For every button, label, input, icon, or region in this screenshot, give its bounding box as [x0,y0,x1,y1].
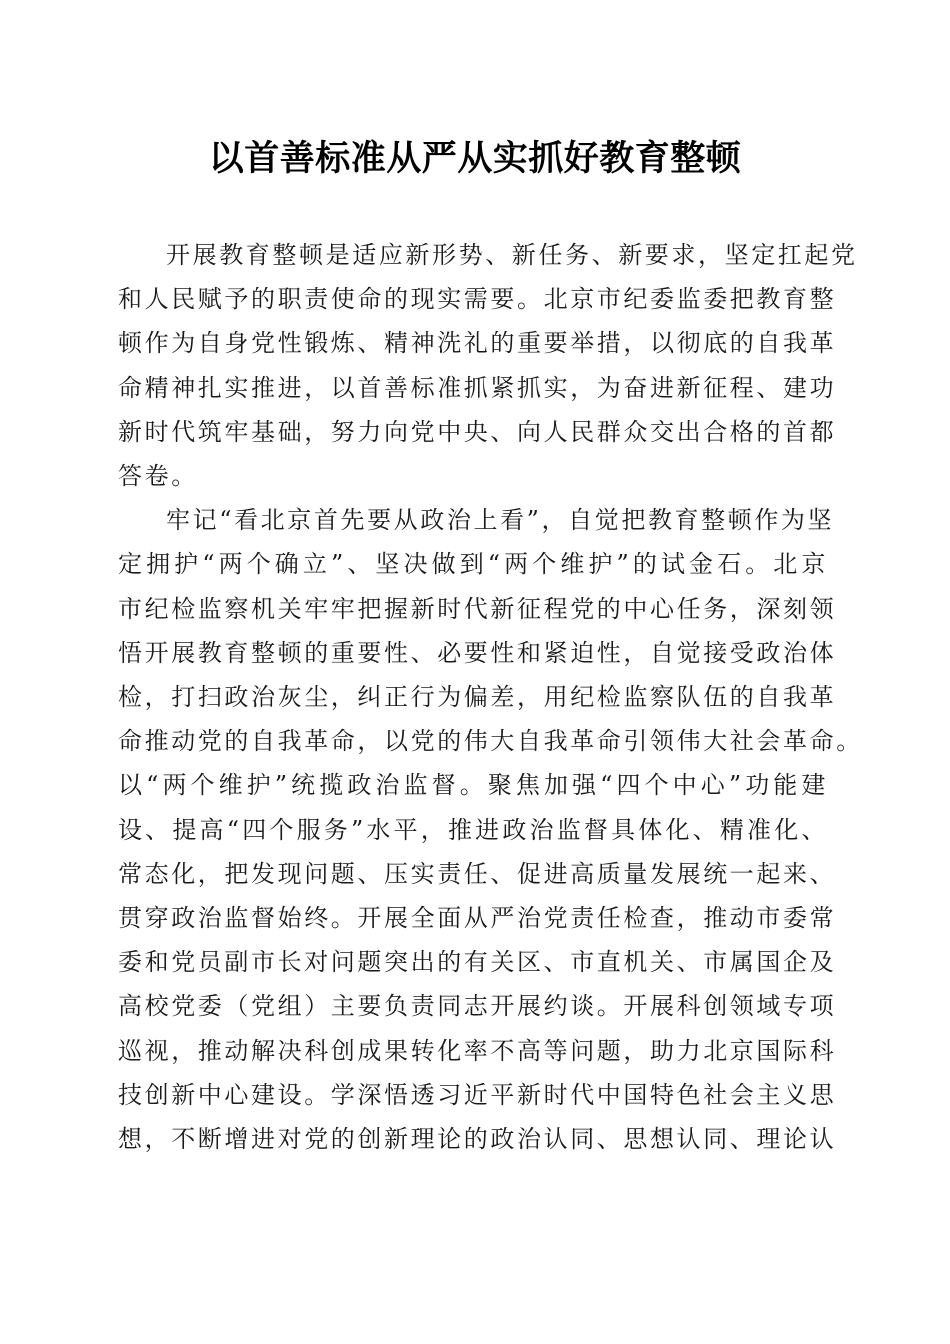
paragraph-line: 常态化，把发现问题、压实责任、促进高质量发展统一起来、 [118,859,837,888]
paragraph-line: 贯穿政治监督始终。开展全面从严治党责任检查，推动市委常 [118,904,837,933]
paragraph-line: 开展教育整顿是适应新形势、新任务、新要求，坚定扛起党 [166,241,858,269]
document-body [118,233,863,1161]
paragraph-line: 以“两个维护”统揽政治监督。聚焦加强“四个中心”功能建 [118,771,828,800]
paragraph-line: 设、提高“四个服务”水平，推进政治监督具体化、精准化、 [118,815,828,844]
paragraph-line: 新时代筑牢基础，努力向党中央、向人民群众交出合格的首都 [118,417,837,446]
paragraph-line: 委和党员副市长对问题突出的有关区、市直机关、市属国企及 [118,948,837,977]
paragraph-line: 顿作为自身党性锻炼、精神洗礼的重要举措，以彻底的自我革 [118,329,837,358]
paragraph-line: 市纪检监察机关牢牢把握新时代新征程党的中心任务，深刻领 [118,594,837,623]
paragraph-line: 巡视，推动解决科创成果转化率不高等问题，助力北京国际科 [118,1036,837,1065]
paragraph-line: 牢记“看北京首先要从政治上看”，自觉把教育整顿作为坚 [166,506,835,535]
paragraph-2 [118,498,863,1161]
paragraph-line: 高校党委（党组）主要负责同志开展约谈。开展科创领域专项 [118,992,837,1021]
paragraph-line: 想，不断增进对党的创新理论的政治认同、思想认同、理论认 [118,1125,837,1154]
paragraph-line: 命推动党的自我革命，以党的伟大自我革命引领伟大社会革命。 [118,727,863,756]
paragraph-line: 和人民赋予的职责使命的现实需要。北京市纪委监委把教育整 [118,285,837,314]
paragraph-line: 检，打扫政治灰尘，纠正行为偏差，用纪检监察队伍的自我革 [118,683,837,712]
paragraph-line: 悟开展教育整顿的重要性、必要性和紧迫性，自觉接受政治体 [118,638,837,667]
document-title: 以首善标准从严从实抓好教育整顿 [208,138,742,179]
paragraph-line: 技创新中心建设。学深悟透习近平新时代中国特色社会主义思 [118,1080,837,1109]
paragraph-line: 命精神扎实推进，以首善标准抓紧抓实，为奋进新征程、建功 [118,373,837,402]
paragraph-line: 答卷。 [118,462,198,491]
paragraph-line: 定拥护“两个确立”、坚决做到“两个维护”的试金石。北京 [118,550,828,579]
paragraph-1 [118,233,858,498]
